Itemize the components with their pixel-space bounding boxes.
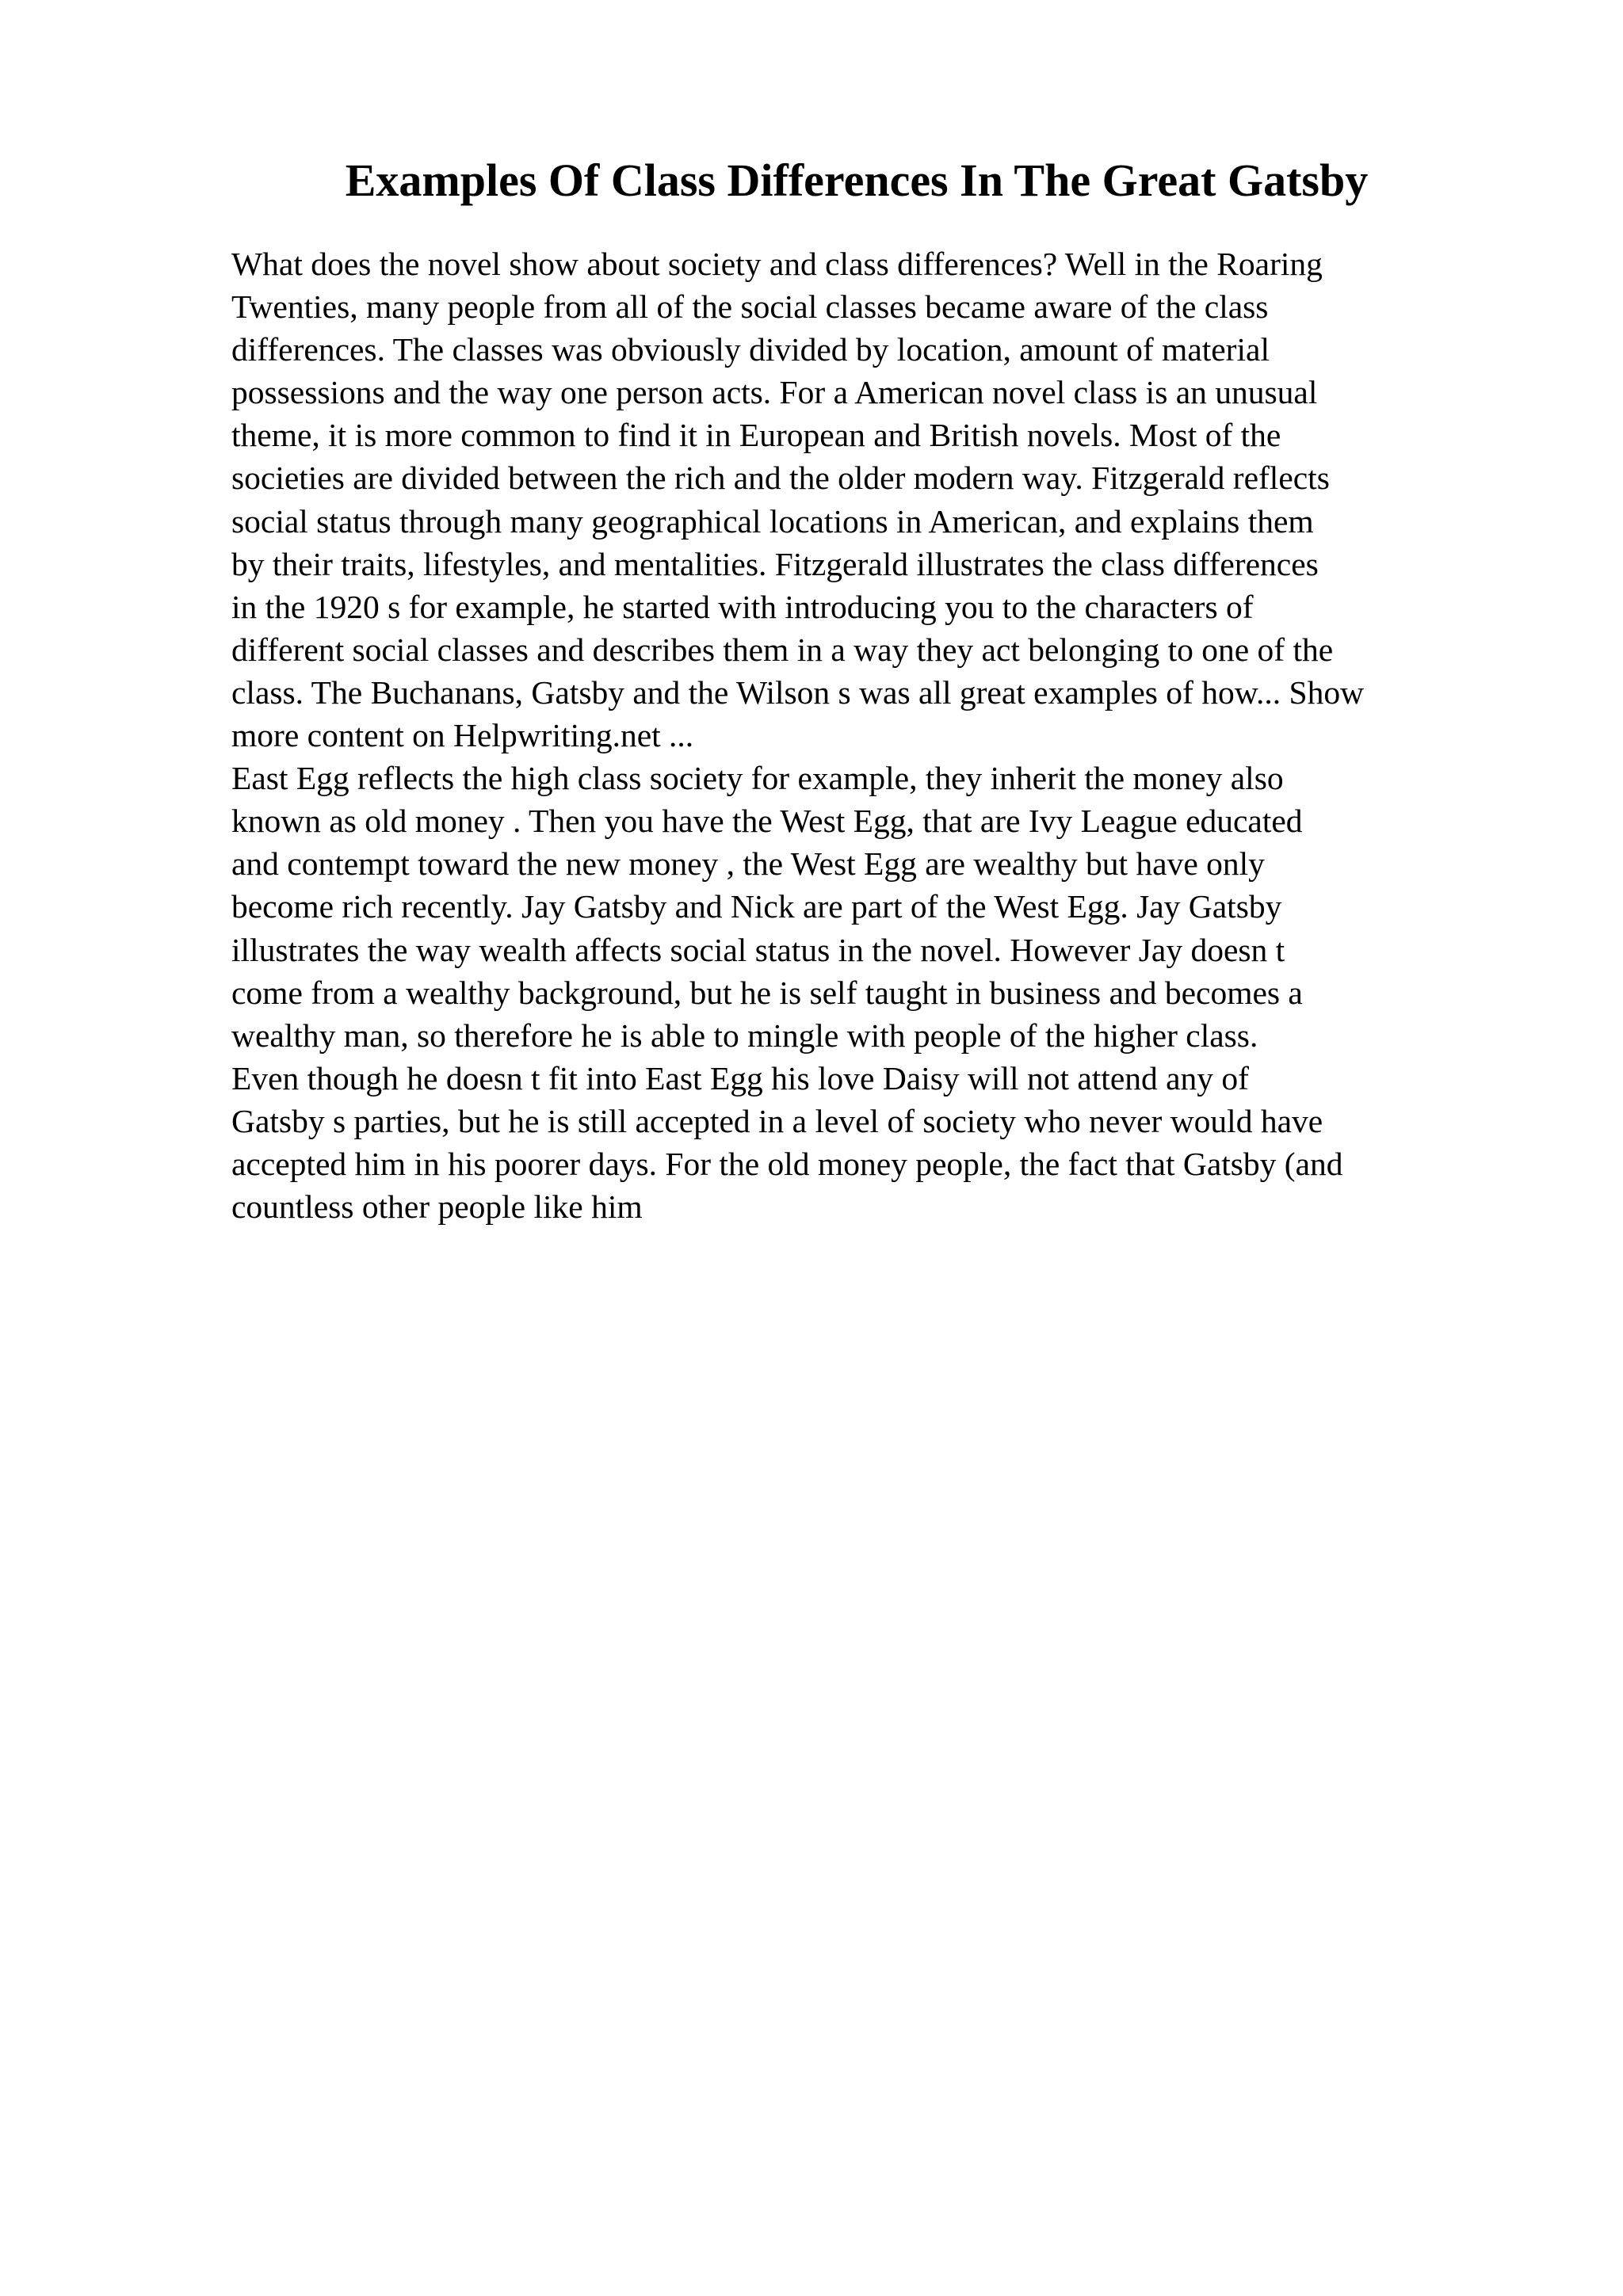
text-line: become rich recently. Jay Gatsby and Nick are part of the West Egg. Jay Gatsby <box>231 888 1282 925</box>
text-line: Even though he doesn t fit into East Egg his love Daisy will not attend any of <box>231 1059 1249 1097</box>
text-line: by their traits, lifestyles, and mentalities. Fitzgerald illustrates the class differences <box>231 545 1319 582</box>
text-line: societies are divided between the rich and the older modern way. Fitzgerald reflects <box>231 460 1330 497</box>
text-line: accepted him in his poorer days. For the old money people, the fact that Gatsby (and <box>231 1145 1343 1182</box>
essay-body <box>231 242 1610 1228</box>
text-line: illustrates the way wealth affects social status in the novel. However Jay doesn t <box>231 931 1285 968</box>
text-line: possessions and the way one person acts. For a American novel class is an unusual <box>231 374 1318 411</box>
text-line: Twenties, many people from all of the social classes became aware of the class <box>231 288 1269 326</box>
text-line: What does the novel show about society and class differences? Well in the Roaring <box>231 246 1323 282</box>
text-line: in the 1920 s for example, he started with introducing you to the characters of <box>231 588 1254 625</box>
text-line: come from a wealthy background, but he is self taught in business and becomes a <box>231 974 1303 1011</box>
text-line: differences. The classes was obviously divided by location, amount of material <box>231 331 1270 368</box>
text-line: different social classes and describes them in a way they act belonging to one of the <box>231 631 1334 668</box>
text-line: East Egg reflects the high class society for example, they inherit the money also <box>231 760 1284 797</box>
text-line: wealthy man, so therefore he is able to mingle with people of the higher class. <box>231 1016 1258 1054</box>
document-title: Examples Of Class Differences In The Great Gatsby <box>345 154 1369 206</box>
text-line: social status through many geographical locations in American, and explains them <box>231 502 1314 540</box>
text-line: theme, it is more common to find it in European and British novels. Most of the <box>231 417 1281 454</box>
text-line: Gatsby s parties, but he is still accepted in a level of society who never would have <box>231 1102 1323 1139</box>
text-line: known as old money . Then you have the West Egg, that are Ivy League educated <box>231 803 1303 840</box>
text-line: and contempt toward the new money , the West Egg are wealthy but have only <box>231 845 1265 883</box>
text-line: countless other people like him <box>231 1188 643 1226</box>
text-line: class. The Buchanans, Gatsby and the Wilson s was all great examples of how... Show <box>231 673 1365 711</box>
text-line: more content on Helpwriting.net ... <box>231 717 694 754</box>
